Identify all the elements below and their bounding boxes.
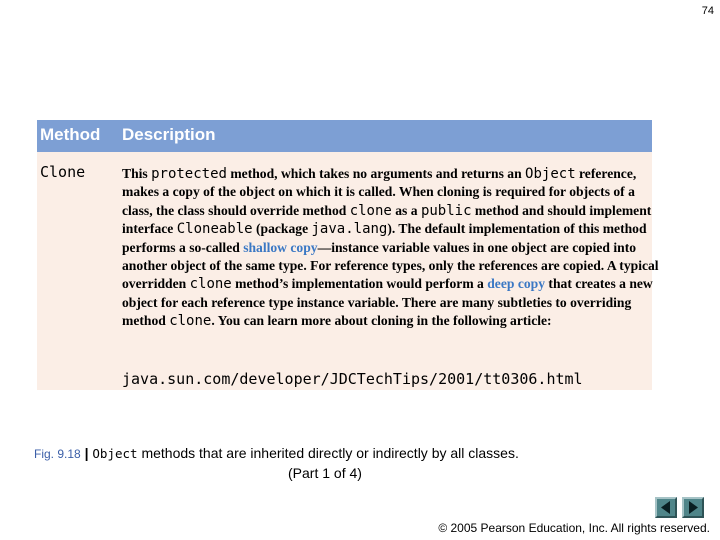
description-column-header: Description: [122, 125, 216, 144]
caption-text: methods that are inherited directly or indirectly by all classes.: [137, 445, 519, 461]
left-arrow-icon: [657, 499, 675, 516]
method-column-header: Method: [40, 125, 101, 144]
shallow-copy-term: shallow copy: [243, 239, 318, 255]
figure-label: Fig. 9.18: [34, 447, 81, 461]
description-cell: This protected method, which takes no arguments and returns an Object reference, makes a copy of the object on which it is called. When cloning is required for objects of a class, the class should override method clone as a public method and should implement interface Cloneable (package java.lang). The default implementation of this method performs a so-called shallow copy—instance variable values in one object are copied into another object of the same type. For reference types, only the references are copied. A typical overridden clone method’s implementation would perform a deep copy that creates a new object for each reference type instance variable. There are many subtleties to overriding method clone. You can learn more about cloning in the following article:: [122, 166, 659, 330]
right-arrow-icon: [684, 499, 702, 516]
page-number: 74: [701, 5, 714, 17]
table-header: [37, 120, 652, 152]
caption-code: Object: [92, 446, 138, 461]
method-name-cell: Clone: [40, 163, 86, 181]
deep-copy-term: deep copy: [487, 276, 546, 292]
figure-caption: [34, 444, 674, 483]
article-url: java.sun.com/developer/JDCTechTips/2001/tt0306.html: [122, 370, 583, 388]
next-slide-button[interactable]: [682, 497, 704, 518]
previous-slide-button[interactable]: [655, 497, 677, 518]
methods-table: [37, 120, 659, 390]
caption-part: (Part 1 of 4): [288, 465, 362, 481]
caption-separator: |: [84, 445, 89, 461]
copyright-notice: © 2005 Pearson Education, Inc. All rights reserved.: [438, 521, 710, 535]
